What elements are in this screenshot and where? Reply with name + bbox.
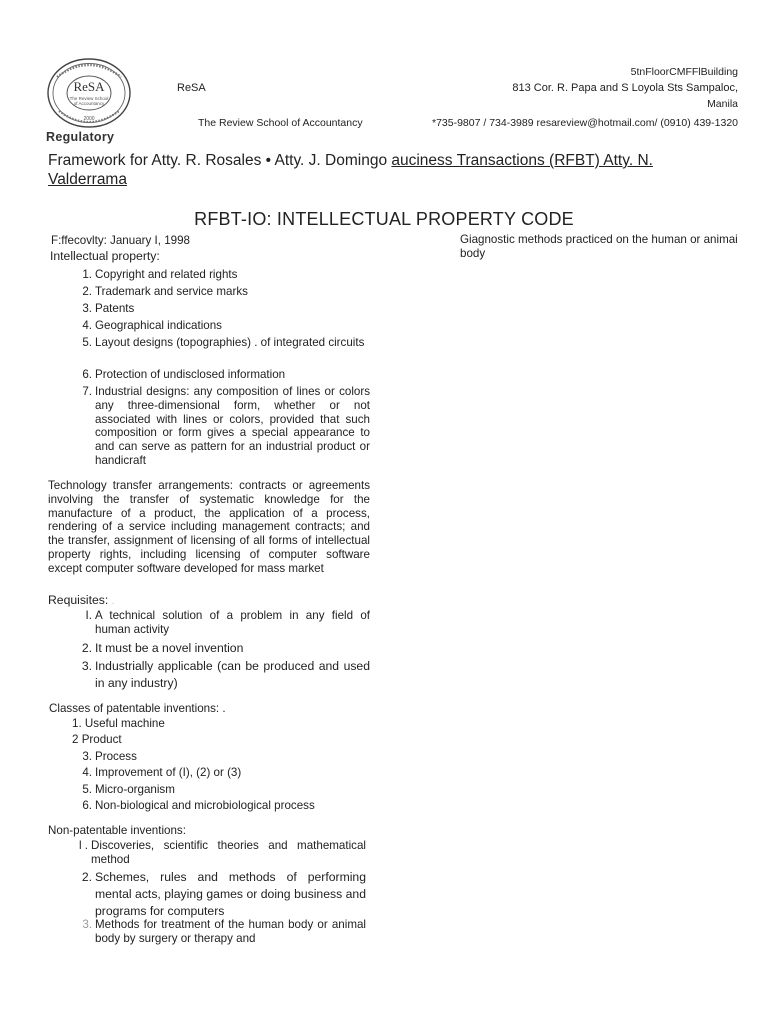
framework-line — [48, 151, 728, 189]
framework-underlined: auciness Transactions (RFBT) Atty. N. Valderrama — [48, 152, 653, 188]
requisites-heading: Requisites: . — [48, 593, 115, 607]
nonpatent-heading: Non-patentable inventions: — [48, 824, 186, 837]
org-short-name: ReSA — [177, 82, 206, 94]
logo-caption: Regulatory — [46, 130, 115, 144]
list-item: 2 Product — [72, 733, 122, 746]
address-line-1: 5tnFloorCMFFlBuilding — [630, 66, 738, 78]
address-line-3: Manila — [707, 98, 738, 110]
svg-text:The Review School: The Review School — [69, 96, 109, 101]
org-full-name: The Review School of Accountancy — [198, 117, 363, 129]
svg-text:2000: 2000 — [83, 116, 95, 122]
svg-text:of Accountancy: of Accountancy — [73, 101, 105, 106]
contact-info: *735-9807 / 734-3989 resareview@hotmail.com/ (0910) 439-1320 — [431, 117, 738, 129]
document-title: RFBT-IO: INTELLECTUAL PROPERTY CODE — [194, 209, 574, 229]
svg-text:ReSA: ReSA — [73, 79, 105, 94]
technology-transfer-paragraph: Technology transfer arrangements: contracts or agreements involving the transfer of systematic knowledge for the manufacture of a product, the application of a process, rendering of a service including management contracts; and the transfer, assignment of licensing of all forms of intellectual property rights, including licensing of computer software except computer software developed for mass market — [48, 479, 370, 575]
list-item: 1. Useful machine — [72, 717, 165, 730]
resa-seal-logo — [45, 57, 133, 129]
address-line-2: 813 Cor. R. Papa and S Loyola Sts Sampaloc, — [512, 82, 738, 94]
ip-heading: Intellectual property: — [50, 249, 160, 263]
right-column-text: Giagnostic methods practiced on the human or animai body — [460, 233, 738, 260]
framework-prefix: Framework for Atty. R. Rosales • Atty. J. Domingo — [48, 152, 392, 169]
effectivity-date: F:ffecovlty: January I, 1998 — [51, 234, 190, 247]
classes-heading: Classes of patentable inventions: . — [49, 702, 226, 715]
